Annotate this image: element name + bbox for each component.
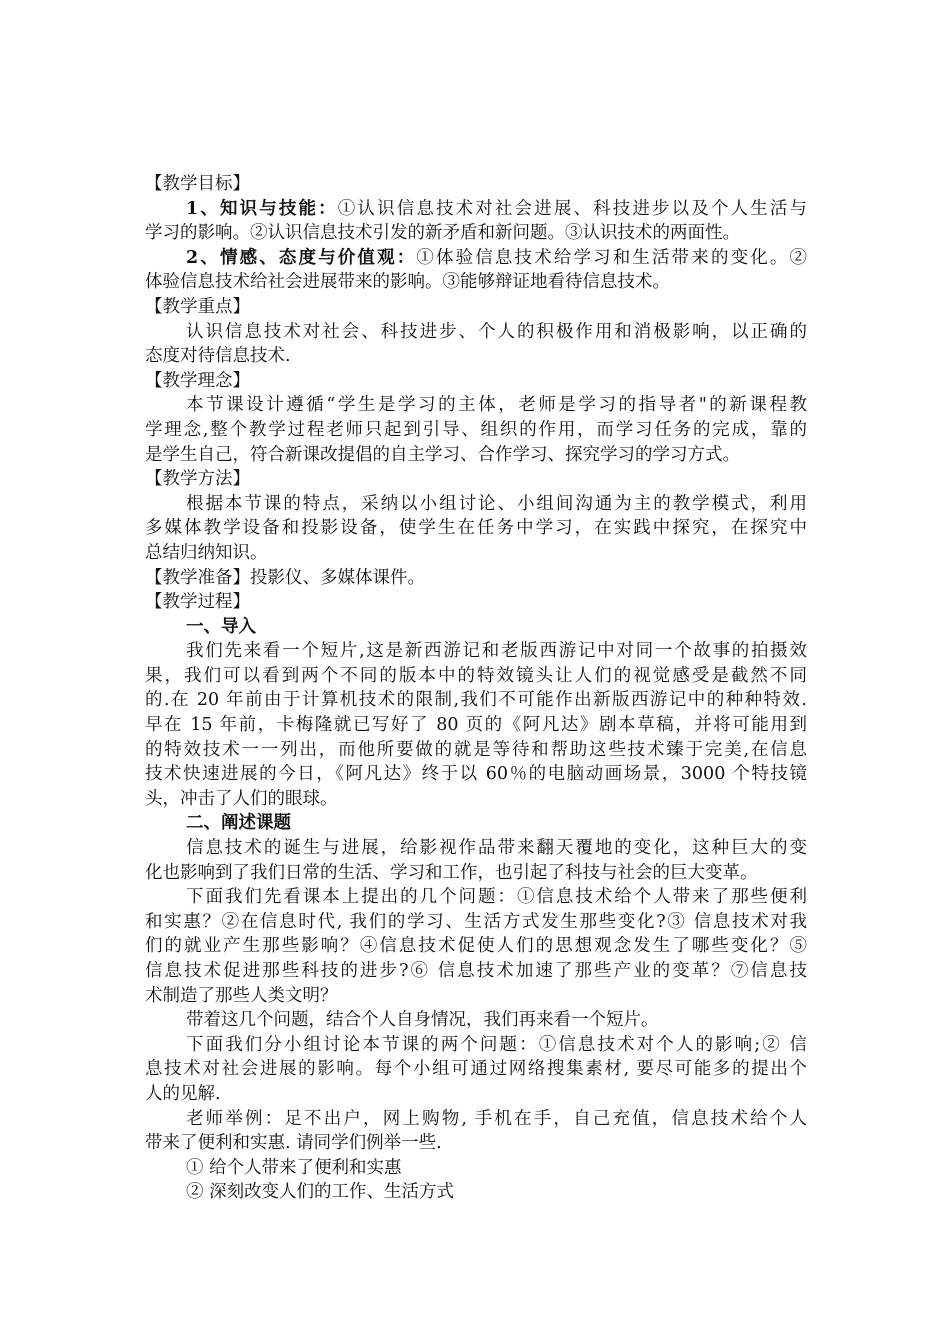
- topic-p4-line-1: 下面我们分小组讨论本节课的两个问题：①信息技术对个人的影响;② 信: [186, 1034, 807, 1055]
- methods-line-2: 多媒体教学设备和投影设备，使学生在任务中学习，在实践中探究，在探究中: [145, 518, 807, 539]
- list-item-2: ② 深刻改变人们的工作、生活方式: [186, 1182, 455, 1203]
- topic-p3-line: 带着这几个问题，结合个人自身情况，我们再来看一个短片。: [186, 1010, 659, 1031]
- topic-p2-line-1: 下面我们先看课本上提出的几个问题：①信息技术给个人带来了那些便利: [186, 887, 807, 908]
- topic-p2-line-4: 信息技术促进那些科技的进步?⑥ 信息技术加速了那些产业的变革？⑦信息技: [145, 961, 807, 981]
- topic-p2-line-2: 和实惠？②在信息时代, 我们的学习、生活方式发生那些变化?③ 信息技术对我: [145, 911, 807, 932]
- topic-p4-line-2: 息技术对社会进展的影响。每个小组可通过网络搜集素材, 要尽可能多的提出个: [145, 1059, 807, 1080]
- topic-p1-line-1: 信息技术的诞生与进展，给影视作品带来翻天覆地的变化，这种巨大的变: [186, 838, 807, 859]
- methods-line-3: 总结归纳知识。: [145, 542, 268, 563]
- goal-emotion-label: 2、情感、态度与价值观：: [186, 247, 417, 268]
- intro-line-4: 早在 15 年前，卡梅隆就已写好了 80 页的《阿凡达》剧本草稿，并将可能用到: [145, 715, 807, 736]
- section-heading-methods: 【教学方法】: [145, 469, 250, 490]
- subheading-introduction: 一、导入: [186, 616, 256, 637]
- intro-line-3: 的.在 20 年前由于计算机技术的限制,我们不可能作出新版西游记中的种种特效.: [145, 690, 807, 711]
- topic-p1-line-2: 化也影响到了我们日常的生活、学习和工作，也引起了科技与社会的巨大变革。: [145, 862, 758, 883]
- goal-emotion-line-1: [145, 246, 807, 271]
- goal-knowledge-line-2: 学习的影响。②认识信息技术引发的新矛盾和新问题。③认识技术的两面性。: [145, 223, 740, 244]
- goal-knowledge-text: ①认识信息技术对社会进展、科技进步以及个人生活与: [337, 198, 807, 219]
- methods-line-1: 根据本节课的特点，采纳以小组讨论、小组间沟通为主的教学模式，利用: [186, 493, 807, 514]
- goal-emotion-line-2: 体验信息技术给社会进展带来的影响。③能够辩证地看待信息技术。: [145, 272, 670, 293]
- intro-line-2: 果，我们可以看到两个不同的版本中的特效镜头让人们的视觉感受是截然不同: [145, 665, 807, 686]
- philosophy-line-2: 学理念,整个教学过程老师只起到引导、组织的作用，而学习任务的完成，靠的: [145, 419, 807, 440]
- intro-line-7: 头，冲击了人们的眼球。: [145, 788, 338, 809]
- section-heading-process: 【教学过程】: [145, 592, 250, 613]
- section-heading-philosophy: 【教学理念】: [145, 370, 250, 391]
- intro-line-1: 我们先来看一个短片,这是新西游记和老版西游记中对同一个故事的拍摄效: [186, 641, 807, 662]
- intro-line-5: 的特效技术一一列出，而他所要做的就是等待和帮助这些技术臻于完美,在信息: [145, 739, 807, 760]
- preparation-line: 【教学准备】投影仪、多媒体课件。: [145, 567, 425, 588]
- document-page: [145, 172, 807, 1205]
- goal-emotion-text: ①体验信息技术给学习和生活带来的变化。②: [416, 247, 807, 268]
- subheading-topic: 二、阐述课题: [186, 813, 291, 834]
- key-points-line-2: 态度对待信息技术.: [145, 346, 291, 367]
- goal-knowledge-line-1: [145, 197, 807, 222]
- key-points-line-1: 认识信息技术对社会、科技进步、个人的积极作用和消极影响，以正确的: [186, 321, 807, 342]
- section-heading-key-points: 【教学重点】: [145, 296, 250, 317]
- philosophy-line-3: 是学生自己，符合新课改提倡的自主学习、合作学习、探究学习的学习方式。: [145, 444, 740, 465]
- topic-p2-line-3: 们的就业产生那些影响？④信息技术促使人们的思想观念发生了哪些变化？⑤: [145, 936, 807, 957]
- topic-p5-line-2: 带来了便利和实惠. 请同学们例举一些.: [145, 1133, 442, 1154]
- goal-knowledge-label: 1、知识与技能：: [186, 198, 338, 219]
- list-item-1: ① 给个人带来了便利和实惠: [186, 1157, 402, 1178]
- intro-line-6: 技术快速进展的今日，《阿凡达》终于以 60％的电脑动画场景，3000 个特技镜: [145, 764, 807, 785]
- philosophy-line-1: 本节课设计遵循“学生是学习的主体，老师是学习的指导者"的新课程教: [186, 395, 807, 416]
- topic-p5-line-1: 老师举例：足不出户，网上购物, 手机在手，自己充值，信息技术给个人: [186, 1108, 807, 1129]
- section-heading-goals: 【教学目标】: [145, 174, 250, 194]
- topic-p2-line-5: 术制造了那些人类文明？: [145, 985, 338, 1006]
- topic-p4-line-3: 人的见解.: [145, 1083, 221, 1104]
